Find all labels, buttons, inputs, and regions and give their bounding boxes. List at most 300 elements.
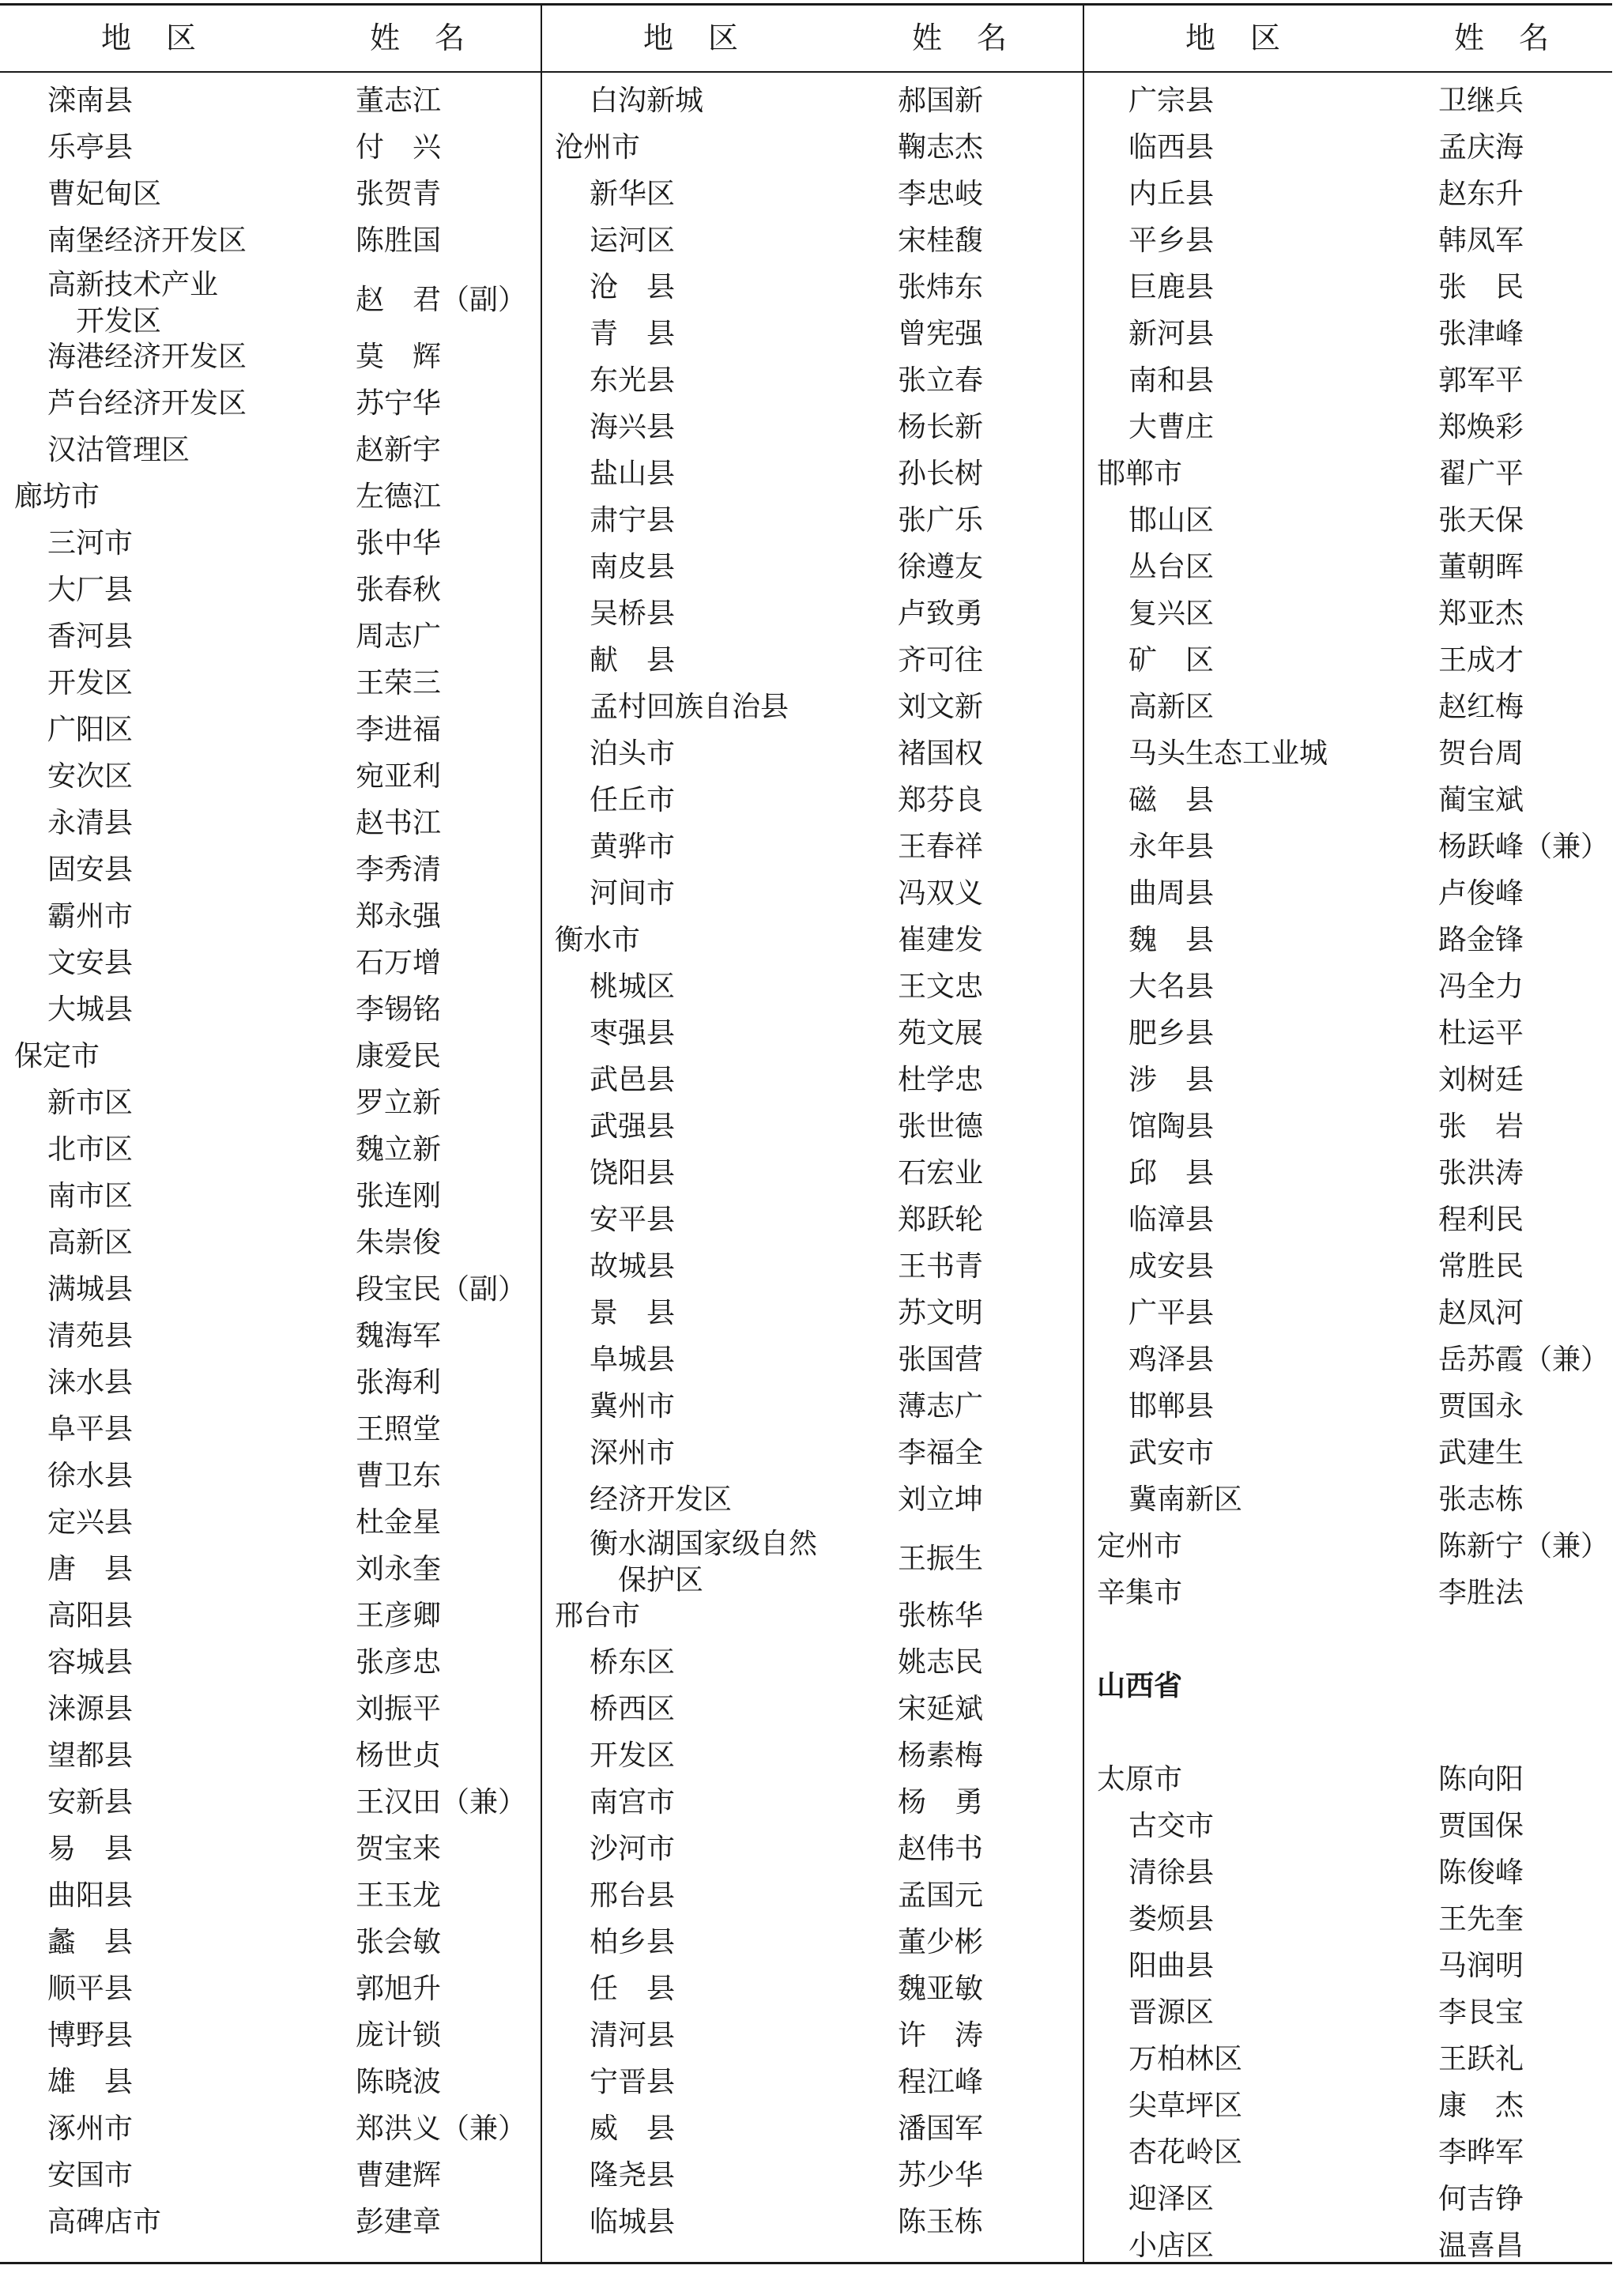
region-cell: 磁 县 (1129, 784, 1215, 816)
region-cell: 涞水县 (47, 1366, 134, 1399)
region-cell: 大城县 (47, 993, 134, 1026)
region-line-2: 保护区 (618, 1564, 704, 1596)
region-cell: 蠡 县 (47, 1926, 134, 1958)
region-cell: 滦南县 (47, 85, 134, 117)
name-cell: 赵东升 (1438, 178, 1524, 210)
name-cell: 杜学忠 (898, 1064, 984, 1096)
name-cell: 董朝晖 (1438, 551, 1524, 583)
region-line-2: 开发区 (76, 305, 162, 337)
region-cell: 小店区 (1129, 2229, 1215, 2262)
region-cell: 晋源区 (1129, 1996, 1215, 2029)
table-row (542, 1826, 1083, 1872)
region-cell: 景 县 (590, 1297, 676, 1329)
name-header: 姓名 (912, 21, 1042, 55)
name-cell: 赵红梅 (1438, 691, 1524, 723)
table-row (0, 1126, 541, 1173)
table-row (542, 777, 1083, 824)
region-cell: 涞源县 (47, 1693, 134, 1725)
name-cell: 张春秋 (356, 574, 442, 606)
table-row (542, 2105, 1083, 2152)
region-cell: 魏 县 (1129, 924, 1215, 956)
name-cell: 王文忠 (898, 971, 984, 1003)
name-cell: 宋桂馥 (898, 224, 984, 257)
table-row (542, 1872, 1083, 1919)
region-cell: 广阳区 (47, 714, 134, 746)
table-row (1084, 1896, 1624, 1943)
table-row (542, 544, 1083, 590)
table-row (542, 124, 1083, 171)
table-row (1084, 963, 1624, 1010)
name-cell: 郑跃轮 (898, 1204, 984, 1236)
name-cell: 苏文明 (898, 1297, 984, 1329)
name-cell: 徐遵友 (898, 551, 984, 583)
region-cell: 临西县 (1129, 131, 1215, 164)
region-cell: 武安市 (1129, 1437, 1215, 1469)
region-cell: 固安县 (47, 854, 134, 886)
table-row (0, 846, 541, 893)
name-cell: 孟庆海 (1438, 131, 1524, 164)
region-cell: 柏乡县 (590, 1926, 676, 1958)
table-row (0, 520, 541, 567)
name-cell: 张贺青 (356, 178, 442, 210)
table-row (0, 171, 541, 217)
table-row (0, 1499, 541, 1546)
name-cell: 贺台周 (1438, 737, 1524, 770)
table-row (542, 917, 1083, 963)
table-row (542, 1639, 1083, 1686)
region-cell: 桃城区 (590, 971, 676, 1003)
region-cell: 武邑县 (590, 1064, 676, 1096)
region-cell: 保定市 (14, 1040, 100, 1072)
name-cell: 魏立新 (356, 1133, 442, 1166)
name-cell: 刘文新 (898, 691, 984, 723)
table-row (1084, 637, 1624, 684)
name-cell: 杨长新 (898, 411, 984, 443)
region-cell: 邢台县 (590, 1879, 676, 1912)
name-cell: 陈向阳 (1438, 1763, 1524, 1796)
region-cell: 吴桥县 (590, 597, 676, 630)
table-row (0, 1080, 541, 1126)
table-row (542, 1150, 1083, 1197)
region-cell: 乐亭县 (47, 131, 134, 164)
column-header (0, 5, 541, 71)
table-row (1084, 1756, 1624, 1803)
region-cell: 故城县 (590, 1250, 676, 1283)
name-cell: 张天保 (1438, 504, 1524, 537)
table-column-2 (542, 5, 1083, 2238)
region-cell: 白沟新城 (590, 85, 704, 117)
table-row (1084, 684, 1624, 730)
region-cell: 满城县 (47, 1273, 134, 1306)
table-row (0, 1639, 541, 1686)
table-row (542, 264, 1083, 311)
name-cell: 郑芬良 (898, 784, 984, 816)
region-cell: 马头生态工业城 (1129, 737, 1328, 770)
name-cell: 魏海军 (356, 1320, 442, 1352)
name-cell: 杨跃峰（兼） (1438, 831, 1610, 863)
name-cell: 李晔军 (1438, 2136, 1524, 2169)
region-cell: 盐山县 (590, 458, 676, 490)
table-row (1084, 77, 1624, 124)
region-cell: 鸡泽县 (1129, 1344, 1215, 1376)
name-cell: 段宝民（副） (356, 1273, 527, 1306)
region-cell: 肥乡县 (1129, 1017, 1215, 1050)
region-cell: 巨鹿县 (1129, 271, 1215, 303)
name-cell: 左德江 (356, 481, 442, 513)
table-row (0, 613, 541, 660)
name-cell: 陈胜国 (356, 224, 442, 257)
region-header: 地区 (643, 21, 774, 55)
region-cell: 冀南新区 (1129, 1483, 1243, 1516)
table-row (1084, 1010, 1624, 1057)
region-cell: 高阳县 (47, 1600, 134, 1632)
table-row (0, 1453, 541, 1499)
table-row (1084, 2036, 1624, 2082)
table-row (542, 1523, 1083, 1596)
region-cell: 安平县 (590, 1204, 676, 1236)
region-cell: 清苑县 (47, 1320, 134, 1352)
table-row (0, 2059, 541, 2105)
table-row (1084, 824, 1624, 870)
region-cell: 安新县 (47, 1786, 134, 1819)
name-cell: 张世德 (898, 1110, 984, 1143)
region-cell: 新河县 (1129, 318, 1215, 350)
region-cell: 开发区 (47, 667, 134, 699)
name-cell: 崔建发 (898, 924, 984, 956)
region-cell: 阜城县 (590, 1344, 676, 1376)
region-cell: 临漳县 (1129, 1204, 1215, 1236)
table-row (1084, 1057, 1624, 1103)
name-header: 姓名 (1454, 21, 1584, 55)
table-row (0, 2105, 541, 2152)
table-row (542, 1336, 1083, 1383)
region-cell: 青 县 (590, 318, 676, 350)
region-cell: 海兴县 (590, 411, 676, 443)
table-row (1084, 1709, 1624, 1756)
region-cell: 永年县 (1129, 831, 1215, 863)
region-cell: 新华区 (590, 178, 676, 210)
table-row (542, 1732, 1083, 1779)
region-cell: 内丘县 (1129, 178, 1215, 210)
name-cell: 周志广 (356, 620, 442, 653)
region-cell: 衡水市 (555, 924, 641, 956)
table-row (542, 1592, 1083, 1639)
region-cell: 南堡经济开发区 (47, 224, 247, 257)
region-cell: 邯郸市 (1097, 458, 1183, 490)
name-cell: 曹建辉 (356, 2159, 442, 2192)
table-row (542, 2199, 1083, 2245)
region-cell: 尖草坪区 (1129, 2090, 1243, 2122)
name-cell: 冯双义 (898, 877, 984, 910)
region-cell: 高新区 (47, 1227, 134, 1259)
name-cell: 张洪涛 (1438, 1157, 1524, 1189)
table-row (542, 2012, 1083, 2059)
table-row (542, 2152, 1083, 2199)
region-header: 地区 (1185, 21, 1316, 55)
table-row (0, 753, 541, 800)
region-cell: 南和县 (1129, 364, 1215, 397)
region-cell: 邯郸县 (1129, 1390, 1215, 1423)
name-cell: 曾宪强 (898, 318, 984, 350)
name-cell: 李艮宝 (1438, 1996, 1524, 2029)
name-header: 姓名 (370, 21, 500, 55)
name-cell: 杨世贞 (356, 1739, 442, 1772)
region-cell: 南市区 (47, 1180, 134, 1212)
name-cell: 李忠岐 (898, 178, 984, 210)
name-cell: 张广乐 (898, 504, 984, 537)
name-cell: 刘振平 (356, 1693, 442, 1725)
region-cell: 丛台区 (1129, 551, 1215, 583)
table-row (0, 986, 541, 1033)
name-cell: 郭军平 (1438, 364, 1524, 397)
table-row (542, 1057, 1083, 1103)
region-cell: 沙河市 (590, 1833, 676, 1865)
name-cell: 罗立新 (356, 1087, 442, 1119)
table-row (1084, 1523, 1624, 1570)
table-column-1 (0, 5, 541, 2238)
region-cell: 涿州市 (47, 2113, 134, 2145)
table-row (0, 1732, 541, 1779)
name-cell: 康 杰 (1438, 2090, 1524, 2122)
region-cell: 易 县 (47, 1833, 134, 1865)
table-row (1084, 544, 1624, 590)
name-cell: 孟国元 (898, 1879, 984, 1912)
region-cell: 香河县 (47, 620, 134, 653)
region-cell: 安次区 (47, 760, 134, 793)
table-row (542, 963, 1083, 1010)
table-row (1084, 264, 1624, 311)
name-cell: 贾国保 (1438, 1810, 1524, 1842)
table-row (1084, 1989, 1624, 2036)
table-row (542, 404, 1083, 450)
name-cell: 苏少华 (898, 2159, 984, 2192)
name-cell: 张中华 (356, 527, 442, 560)
table-row (1084, 1616, 1624, 1663)
table-row (1084, 1336, 1624, 1383)
table-row (1084, 404, 1624, 450)
table-row (542, 311, 1083, 357)
name-cell: 赵新宇 (356, 434, 442, 466)
table-row (542, 217, 1083, 264)
table-row (0, 800, 541, 846)
table-row (542, 1779, 1083, 1826)
name-cell: 刘永奎 (356, 1553, 442, 1585)
region-cell: 万柏林区 (1129, 2043, 1243, 2075)
name-cell: 王春祥 (898, 831, 984, 863)
table-row (0, 1966, 541, 2012)
table-row (0, 473, 541, 520)
name-cell: 张会敏 (356, 1926, 442, 1958)
region-cell: 霸州市 (47, 900, 134, 933)
region-line-1: 高新技术产业 (47, 269, 219, 301)
name-cell: 李进福 (356, 714, 442, 746)
table-row (0, 1266, 541, 1313)
name-cell: 张国营 (898, 1344, 984, 1376)
region-cell: 广宗县 (1129, 85, 1215, 117)
region-cell: 泊头市 (590, 737, 676, 770)
region-cell: 古交市 (1129, 1810, 1215, 1842)
region-cell: 安国市 (47, 2159, 134, 2192)
name-cell: 李秀清 (356, 854, 442, 886)
region-cell: 清徐县 (1129, 1856, 1215, 1889)
region-cell: 南宫市 (590, 1786, 676, 1819)
region-cell: 廊坊市 (14, 481, 100, 513)
name-cell: 赵书江 (356, 807, 442, 839)
name-cell: 苏宁华 (356, 387, 442, 420)
table-row (0, 2012, 541, 2059)
header-rule (0, 71, 1612, 73)
table-row (1084, 1943, 1624, 1989)
region-cell: 曲周县 (1129, 877, 1215, 910)
region-cell: 沧 县 (590, 271, 676, 303)
table-row (1084, 1803, 1624, 1849)
name-cell: 彭建章 (356, 2206, 442, 2238)
name-cell: 张栋华 (898, 1600, 984, 1632)
table-row (0, 1686, 541, 1732)
table-row (542, 497, 1083, 544)
name-cell: 武建生 (1438, 1437, 1524, 1469)
table-row (1084, 1570, 1624, 1616)
table-row (542, 1290, 1083, 1336)
name-cell: 齐可往 (898, 644, 984, 677)
table-row (1084, 1430, 1624, 1476)
table-row (1084, 2082, 1624, 2129)
region-cell: 开发区 (590, 1739, 676, 1772)
name-cell: 刘树廷 (1438, 1064, 1524, 1096)
region-cell: 河间市 (590, 877, 676, 910)
region-cell: 任丘市 (590, 784, 676, 816)
region-cell: 枣强县 (590, 1017, 676, 1050)
region-cell: 饶阳县 (590, 1157, 676, 1189)
table-row (1084, 450, 1624, 497)
table-row (1084, 1849, 1624, 1896)
name-cell: 王成才 (1438, 644, 1524, 677)
region-cell: 曹妃甸区 (47, 178, 162, 210)
name-cell: 苑文展 (898, 1017, 984, 1050)
region-cell: 阜平县 (47, 1413, 134, 1445)
name-cell: 郑焕彩 (1438, 411, 1524, 443)
name-cell: 陈新宁（兼） (1438, 1530, 1610, 1562)
table-row (0, 1826, 541, 1872)
table-row (0, 1919, 541, 1966)
name-cell: 常胜民 (1438, 1250, 1524, 1283)
section-title: 山西省 (1097, 1670, 1183, 1702)
region-cell: 唐 县 (47, 1553, 134, 1585)
table-row (542, 1686, 1083, 1732)
name-cell: 程江峰 (898, 2066, 984, 2098)
region-cell: 高碑店市 (47, 2206, 162, 2238)
region-cell: 涉 县 (1129, 1064, 1215, 1096)
name-cell: 张炜东 (898, 271, 984, 303)
row-list (0, 77, 541, 2245)
region-cell: 南皮县 (590, 551, 676, 583)
region-header: 地区 (101, 21, 232, 55)
table-row (0, 217, 541, 264)
table-row (0, 1033, 541, 1080)
name-cell: 董志江 (356, 85, 442, 117)
name-cell: 王玉龙 (356, 1879, 442, 1912)
name-cell: 张彦忠 (356, 1646, 442, 1679)
table-row (1084, 171, 1624, 217)
name-cell: 董少彬 (898, 1926, 984, 1958)
table-row (0, 1219, 541, 1266)
region-cell: 海港经济开发区 (47, 341, 247, 373)
name-cell: 张海利 (356, 1366, 442, 1399)
region-cell: 东光县 (590, 364, 676, 397)
table-row (1084, 2129, 1624, 2176)
region-cell: 桥西区 (590, 1693, 676, 1725)
region-cell: 献 县 (590, 644, 676, 677)
section-heading-row (1084, 1663, 1624, 1709)
name-cell: 马润明 (1438, 1950, 1524, 1982)
table-row (0, 1592, 541, 1639)
table-row (542, 684, 1083, 730)
table-row (542, 77, 1083, 124)
name-cell: 王荣三 (356, 667, 442, 699)
row-list (542, 77, 1083, 2245)
row-list (1084, 77, 1624, 2269)
table-row (1084, 777, 1624, 824)
table-row (0, 124, 541, 171)
table-row (0, 427, 541, 473)
table-row (0, 380, 541, 427)
region-cell: 肃宁县 (590, 504, 676, 537)
table-row (542, 1383, 1083, 1430)
name-cell: 王书青 (898, 1250, 984, 1283)
name-cell: 张志栋 (1438, 1483, 1524, 1516)
region-cell: 大曹庄 (1129, 411, 1215, 443)
name-cell: 杜金星 (356, 1506, 442, 1539)
name-cell: 何吉铮 (1438, 2183, 1524, 2215)
table-row (1084, 590, 1624, 637)
name-cell: 陈玉栋 (898, 2206, 984, 2238)
region-cell: 清河县 (590, 2019, 676, 2052)
region-cell (590, 1526, 827, 1599)
table-row (1084, 357, 1624, 404)
name-cell: 李福全 (898, 1437, 984, 1469)
name-cell: 卢致勇 (898, 597, 984, 630)
table-row (1084, 497, 1624, 544)
region-cell: 黄骅市 (590, 831, 676, 863)
name-cell: 张 民 (1438, 271, 1524, 303)
name-cell: 卢俊峰 (1438, 877, 1524, 910)
region-cell: 冀州市 (590, 1390, 676, 1423)
table-row (0, 77, 541, 124)
region-cell: 成安县 (1129, 1250, 1215, 1283)
name-cell: 曹卫东 (356, 1460, 442, 1492)
table-row (1084, 1243, 1624, 1290)
table-row (0, 1779, 541, 1826)
region-cell: 定州市 (1097, 1530, 1183, 1562)
name-cell: 赵 君（副） (356, 284, 527, 316)
region-cell (47, 267, 284, 340)
region-cell: 经济开发区 (590, 1483, 733, 1516)
table-row (0, 1872, 541, 1919)
table-row (1084, 124, 1624, 171)
table-row (1084, 1290, 1624, 1336)
name-cell: 冯全力 (1438, 971, 1524, 1003)
name-cell: 李胜法 (1438, 1577, 1524, 1609)
table-row (542, 450, 1083, 497)
name-cell: 张津峰 (1438, 318, 1524, 350)
table-row (1084, 730, 1624, 777)
name-cell: 郝国新 (898, 85, 984, 117)
name-cell: 韩凤军 (1438, 224, 1524, 257)
region-cell: 汉沽管理区 (47, 434, 190, 466)
table-row (1084, 217, 1624, 264)
name-cell: 王彦卿 (356, 1600, 442, 1632)
name-cell: 路金锋 (1438, 924, 1524, 956)
